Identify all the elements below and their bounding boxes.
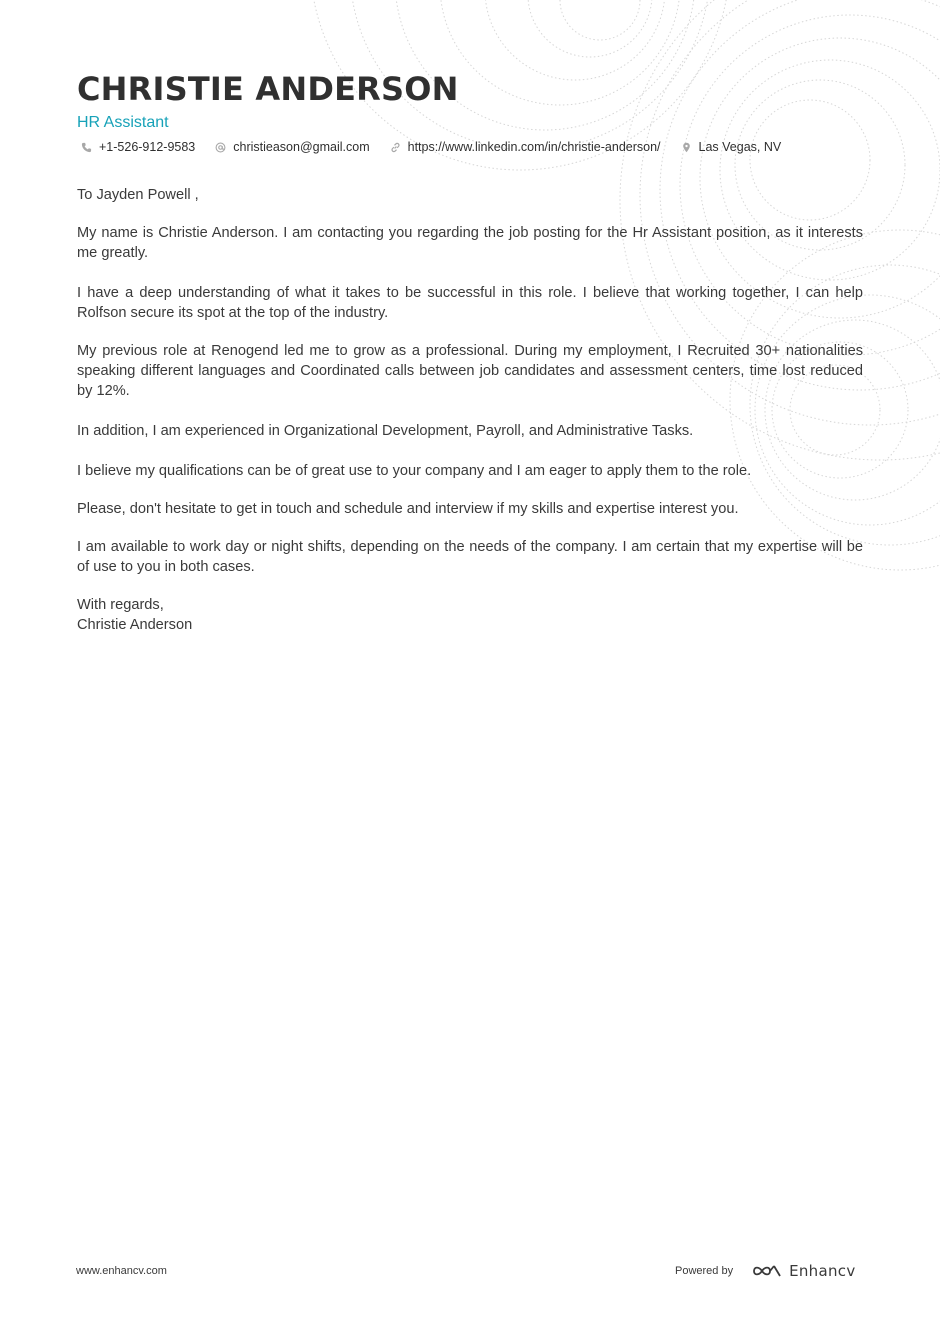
letter-paragraph: My name is Christie Anderson. I am contacting you regarding the job posting for the Hr Assistant position, as it interests me greatly. — [77, 225, 863, 261]
contact-bar — [81, 138, 801, 156]
location-text: Las Vegas, NV — [698, 140, 782, 154]
letter-paragraph: I have a deep understanding of what it takes to be successful in this role. I believe that working together, I can help Rolfson secure its spot at the top of the industry. — [77, 285, 863, 321]
phone-text: +1-526-912-9583 — [99, 140, 196, 154]
contact-email[interactable] — [215, 140, 369, 154]
letter-paragraph: In addition, I am experienced in Organizational Development, Payroll, and Administrative Tasks. — [77, 423, 694, 439]
letter-paragraph: I am available to work day or night shifts, depending on the needs of the company. I am certain that my expertise will be of use to you in both cases. — [77, 539, 863, 575]
footer-powered-by — [675, 1262, 856, 1280]
enhancv-logo[interactable] — [751, 1262, 855, 1280]
contact-location — [681, 140, 782, 154]
at-icon — [215, 142, 226, 153]
enhancv-logo-icon — [751, 1262, 783, 1280]
letter-paragraph: Please, don't hesitate to get in touch and schedule and interview if my skills and expertise interest you. — [77, 501, 739, 517]
powered-by-label: Powered by — [675, 1265, 734, 1277]
contact-linkedin[interactable] — [390, 140, 661, 154]
link-icon — [390, 142, 401, 153]
letter-paragraph: I believe my qualifications can be of great use to your company and I am eager to apply them to the role. — [77, 463, 752, 479]
phone-icon — [81, 142, 92, 153]
email-text: christieason@gmail.com — [233, 140, 370, 154]
brand-name: Enhancv — [789, 1262, 856, 1280]
salutation: To Jayden Powell , — [77, 187, 199, 203]
letter-paragraph: My previous role at Renogend led me to grow as a professional. During my employment, I Recruited 30+ nationalities speaking different languages and Coordinated calls between job candidates and assessment centers, time lost reduced by 12%. — [77, 343, 863, 399]
linkedin-text: https://www.linkedin.com/in/christie-anderson/ — [407, 140, 661, 154]
signature: Christie Anderson — [77, 617, 193, 633]
closing: With regards, — [77, 597, 164, 613]
applicant-role: HR Assistant — [77, 114, 169, 131]
applicant-name: CHRISTIE ANDERSON — [77, 70, 459, 108]
footer-website[interactable]: www.enhancv.com — [76, 1265, 167, 1277]
location-pin-icon — [681, 142, 692, 153]
contact-phone[interactable] — [81, 140, 195, 154]
